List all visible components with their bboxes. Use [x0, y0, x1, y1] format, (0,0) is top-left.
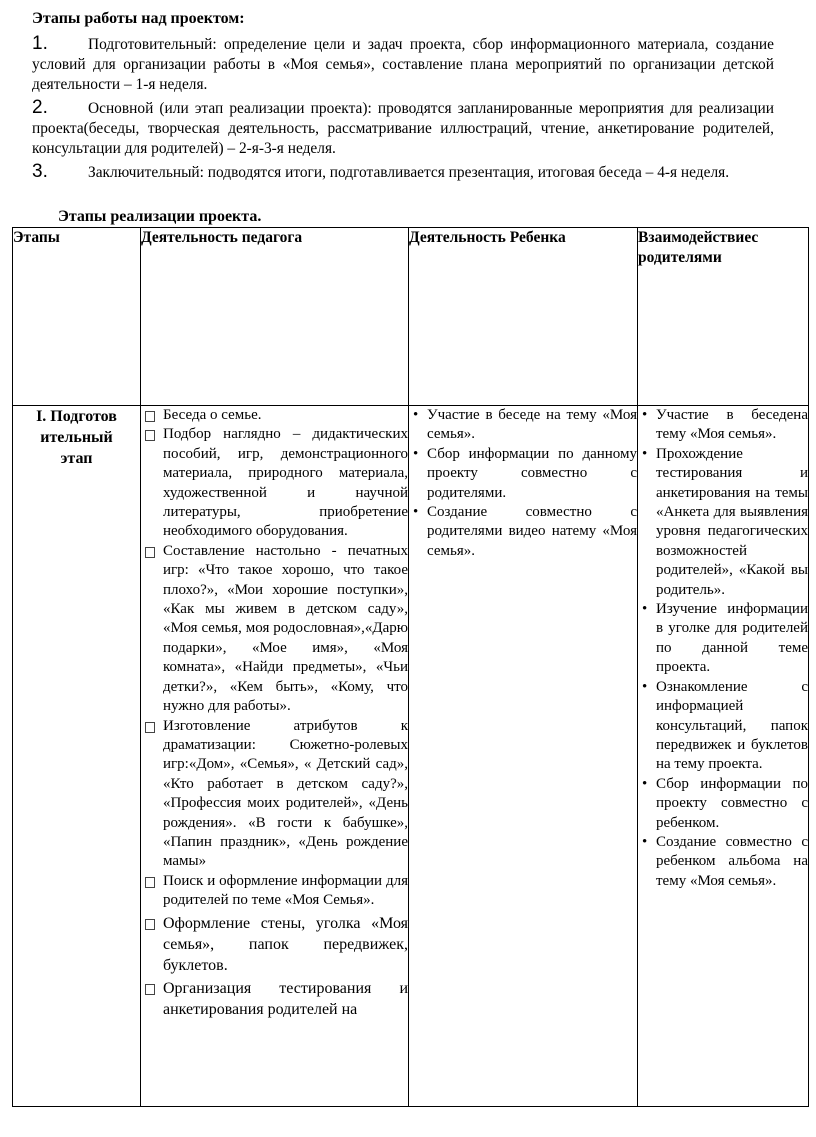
teacher-activity-cell — [141, 406, 409, 1107]
project-stages-table — [12, 227, 809, 1107]
list-item: Организация тестирования и анкетирования родителей на — [141, 978, 408, 1020]
stage-paragraph-1 — [32, 34, 774, 95]
list-item: • Прохождение тестирования и анкетирования на темы «Анкета для выявления уровня педагогических возможностей родителей», «Какой вы родитель». — [638, 445, 808, 600]
list-item: • Изучение информации в уголке для родителей по данной теме проекта. — [638, 600, 808, 678]
table-row — [13, 406, 809, 1107]
list-item: Составление настольно - печатных игр: «Что такое хорошо, что такое плохо?», «Мои хорошие поступки», «Как мы живем в детском саду», «Моя семья, моя родословная»,«Дарю подарки», «Мое имя», «Моя комната», «Найди предметы», «Чьи детки?», «Кем быть», «Кому, что нужно для работы». — [141, 542, 408, 717]
list-item: • Создание совместно с ребенком альбома на тему «Моя семья». — [638, 833, 808, 891]
table-subheading: Этапы реализации проекта. — [58, 208, 262, 225]
stage-label-cell — [13, 406, 141, 1107]
stage-text: Основной (или этап реализации проекта): проводятся запланированные мероприятия для реализации проекта(беседы, творческая деятельность, рассматривание иллюстраций, чтение, анкетирование родителей, консультации для родителей) – 2-я-3-я неделя. — [32, 100, 774, 157]
list-item: • Сбор информации по данному проекту совместно с родителями. — [409, 445, 637, 503]
stage-paragraph-3 — [32, 162, 774, 183]
header-stages: Этапы — [13, 228, 141, 406]
list-item: • Участие в беседена тему «Моя семья». — [638, 406, 808, 445]
child-activity-list — [409, 406, 637, 561]
list-item: Поиск и оформление информации для родителей по теме «Моя Семья». — [141, 872, 408, 911]
header-child-activity: Деятельность Ребенка — [409, 228, 638, 406]
list-item: • Создание совместно с родителями видео натему «Моя семья». — [409, 503, 637, 561]
stage-paragraph-2 — [32, 98, 774, 159]
stage-number: 1. — [32, 33, 48, 54]
header-parent-interaction: Взаимодействиес родителями — [638, 228, 809, 406]
list-item: • Сбор информации по проекту совместно с ребенком. — [638, 775, 808, 833]
list-item: • Ознакомление с информацией консультаций, папок передвижек и буклетов на тему проекта. — [638, 678, 808, 775]
stage-label: I. Подготов ительный этап — [36, 408, 117, 467]
stage-text: Заключительный: подводятся итоги, подготавливается презентация, итоговая беседа – 4-я неделя. — [88, 164, 730, 181]
list-item: • Участие в беседе на тему «Моя семья». — [409, 406, 637, 445]
parent-interaction-list — [638, 406, 808, 891]
header-teacher-activity: Деятельность педагога — [141, 228, 409, 406]
stage-number: 2. — [32, 97, 48, 118]
list-item: Беседа о семье. — [141, 406, 408, 425]
parent-interaction-cell — [638, 406, 809, 1107]
stage-text: Подготовительный: определение цели и задач проекта, сбор информационного материала, создание условий для организации работы в «Моя семья», составление плана мероприятий по организации детской деятельности – 1-я неделя. — [32, 36, 774, 93]
child-activity-cell — [409, 406, 638, 1107]
stage-number: 3. — [32, 161, 48, 182]
table-header-row — [13, 228, 809, 406]
teacher-activity-list — [141, 406, 408, 1020]
list-item: Изготовление атрибутов к драматизации: Сюжетно-ролевых игр:«Дом», «Семья», « Детский сад», «Кто работает в детском саду?», «Профессия моих родителей», «День рождения». «В гости к бабушке», «Папин праздник», «День рождение мамы» — [141, 717, 408, 872]
list-item: Оформление стены, уголка «Моя семья», папок передвижек, буклетов. — [141, 913, 408, 976]
list-item: Подбор наглядно – дидактических пособий, игр, демонстрационного материала, природного материала, художественной и научной литературы, приобретение необходимого оборудования. — [141, 425, 408, 541]
document-heading: Этапы работы над проектом: — [32, 10, 245, 27]
